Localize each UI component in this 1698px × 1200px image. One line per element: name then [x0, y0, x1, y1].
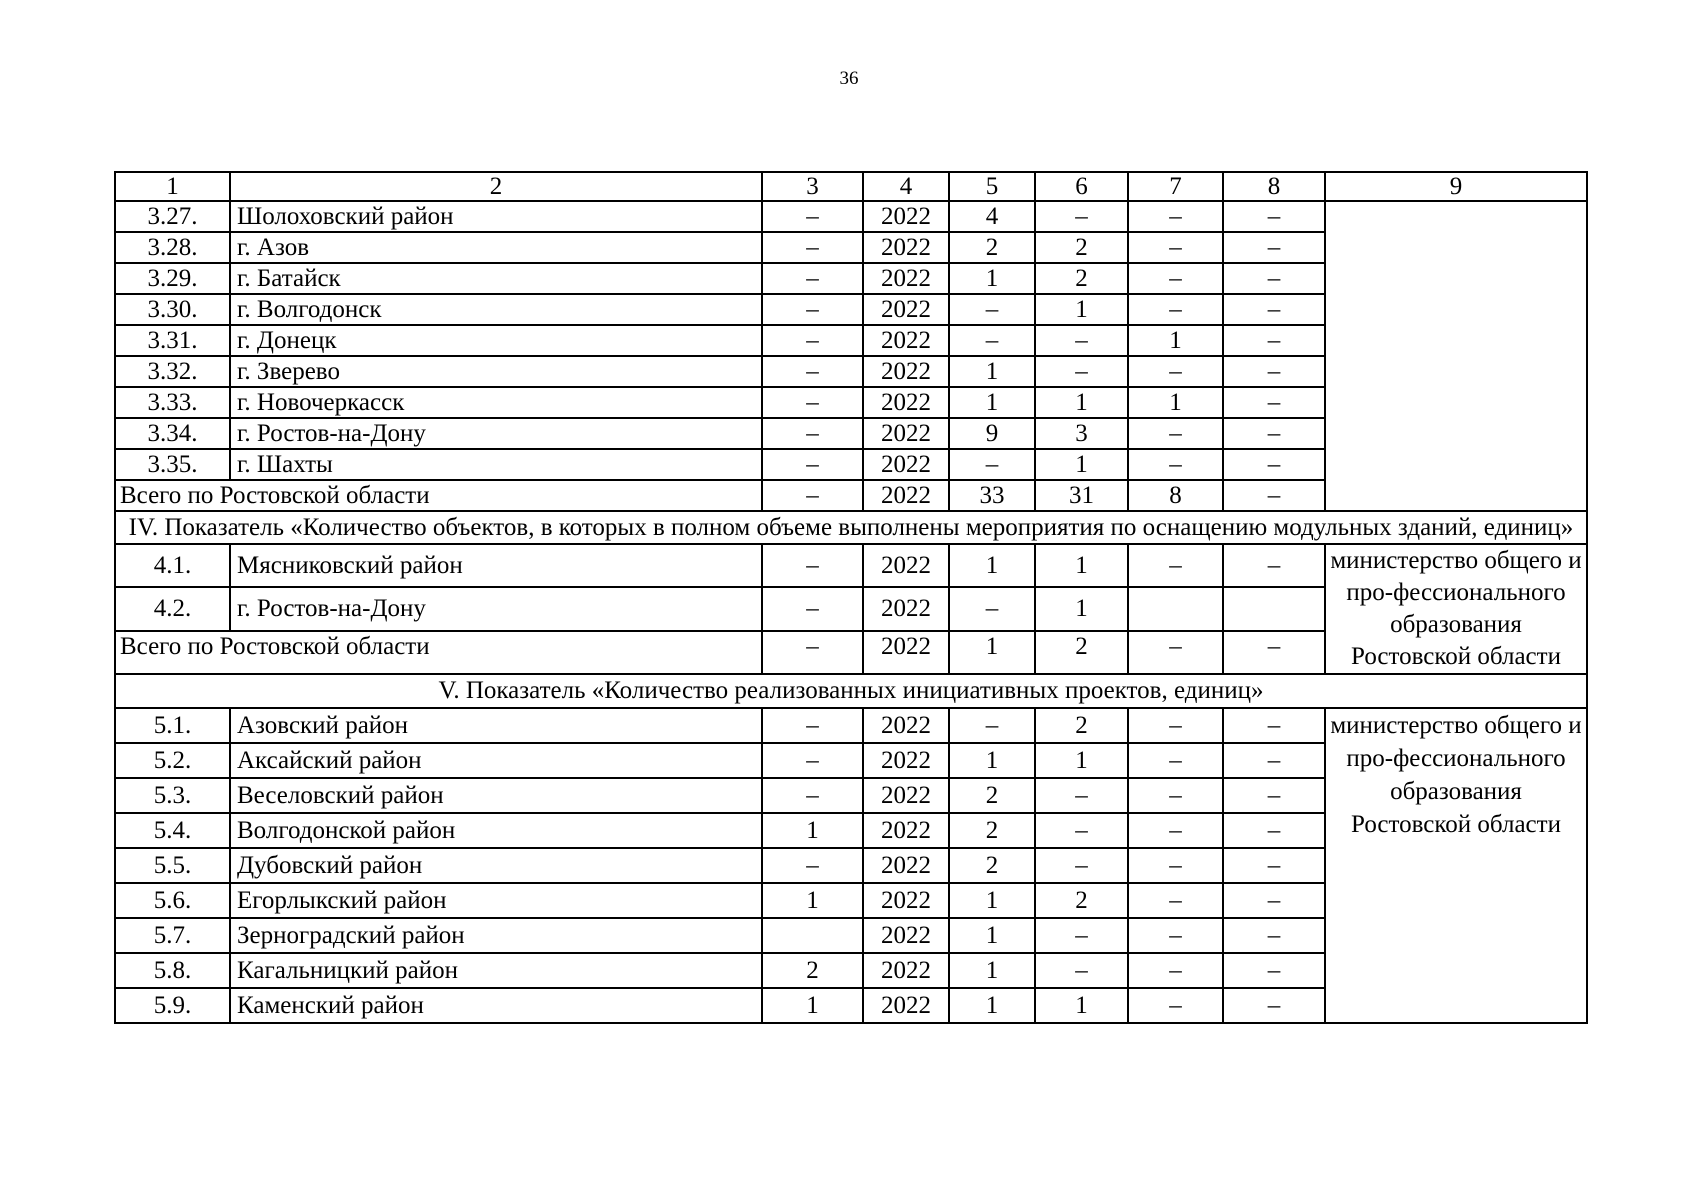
total-value: 8 [1128, 480, 1223, 511]
row-value: – [762, 418, 863, 449]
row-value: – [762, 232, 863, 263]
row-number: 5.7. [115, 918, 230, 953]
row-value: 3 [1035, 418, 1128, 449]
row-value: – [762, 325, 863, 356]
row-number: 4.1. [115, 544, 230, 587]
row-value: – [1223, 387, 1325, 418]
row-value: 2022 [863, 356, 949, 387]
row-value: – [1035, 201, 1128, 232]
row-value: – [762, 201, 863, 232]
row-value: 2022 [863, 294, 949, 325]
row-value: 1 [1035, 743, 1128, 778]
row-value: – [1128, 356, 1223, 387]
row-value: – [1223, 294, 1325, 325]
row-value: 1 [1035, 544, 1128, 587]
row-value: 1 [1035, 387, 1128, 418]
row-value: 1 [1035, 587, 1128, 630]
row-value: 2 [949, 778, 1035, 813]
row-value: – [1128, 778, 1223, 813]
table-row [115, 708, 1587, 743]
row-value: – [1128, 201, 1223, 232]
row-value: 2 [1035, 263, 1128, 294]
row-value: – [1128, 263, 1223, 294]
row-value: 1 [949, 988, 1035, 1023]
row-value: 2022 [863, 988, 949, 1023]
row-value: – [1223, 743, 1325, 778]
row-value: 2022 [863, 325, 949, 356]
row-name: Зерноградский район [230, 918, 762, 953]
total-value: 1 [949, 631, 1035, 674]
responsible-cell [1325, 201, 1587, 511]
row-name: г. Ростов-на-Дону [230, 587, 762, 630]
row-value: 1 [949, 883, 1035, 918]
row-value: 2022 [863, 449, 949, 480]
row-value [1128, 587, 1223, 630]
row-value: – [762, 743, 863, 778]
row-value: – [1223, 201, 1325, 232]
row-value: – [762, 449, 863, 480]
row-number: 5.2. [115, 743, 230, 778]
header-cell: 9 [1325, 172, 1587, 201]
row-value: 2022 [863, 848, 949, 883]
row-value: – [1128, 449, 1223, 480]
row-value: – [762, 848, 863, 883]
row-name: Шолоховский район [230, 201, 762, 232]
header-cell: 2 [230, 172, 762, 201]
row-value: – [949, 325, 1035, 356]
row-value: – [762, 387, 863, 418]
row-number: 5.9. [115, 988, 230, 1023]
row-value [1223, 587, 1325, 630]
row-value: 2022 [863, 418, 949, 449]
row-value: – [1223, 778, 1325, 813]
row-value: – [1223, 449, 1325, 480]
row-number: 5.5. [115, 848, 230, 883]
row-value: – [1223, 918, 1325, 953]
row-number: 3.34. [115, 418, 230, 449]
row-value: 4 [949, 201, 1035, 232]
row-value: 1 [949, 387, 1035, 418]
row-value: 2 [1035, 232, 1128, 263]
row-number: 5.6. [115, 883, 230, 918]
row-value: – [1128, 743, 1223, 778]
row-value: – [1035, 356, 1128, 387]
row-value: – [1128, 232, 1223, 263]
section-title: IV. Показатель «Количество объектов, в которых в полном объеме выполнены мероприятия по оснащению модульных зданий, единиц» [115, 511, 1587, 544]
total-value: – [762, 480, 863, 511]
row-value: 9 [949, 418, 1035, 449]
table-row [115, 544, 1587, 587]
row-number: 3.29. [115, 263, 230, 294]
row-value: – [1223, 883, 1325, 918]
row-name: Егорлыкский район [230, 883, 762, 918]
row-value: 2 [949, 848, 1035, 883]
row-value: – [949, 449, 1035, 480]
row-value: – [762, 263, 863, 294]
row-value: 1 [1035, 449, 1128, 480]
row-value: 1 [949, 263, 1035, 294]
row-value: 2 [949, 813, 1035, 848]
total-value: 31 [1035, 480, 1128, 511]
row-value: – [1223, 848, 1325, 883]
row-name: г. Ростов-на-Дону [230, 418, 762, 449]
row-name: Каменский район [230, 988, 762, 1023]
row-value: – [1223, 544, 1325, 587]
row-name: г. Зверево [230, 356, 762, 387]
row-name: Кагальницкий район [230, 953, 762, 988]
row-value: – [762, 778, 863, 813]
total-value: – [1128, 631, 1223, 674]
row-value: 2022 [863, 708, 949, 743]
row-value: – [949, 294, 1035, 325]
row-number: 3.28. [115, 232, 230, 263]
ministry-cell: министерство общего и про-фессионального образования Ростовской области [1325, 708, 1587, 1023]
row-value: 1 [949, 918, 1035, 953]
row-value: 2022 [863, 387, 949, 418]
row-value: 2022 [863, 201, 949, 232]
total-label: Всего по Ростовской области [115, 631, 762, 674]
row-value: 1 [949, 953, 1035, 988]
row-value: 2022 [863, 263, 949, 294]
row-value: 2022 [863, 743, 949, 778]
row-name: г. Батайск [230, 263, 762, 294]
row-value: 2 [1035, 708, 1128, 743]
row-value: – [1223, 953, 1325, 988]
row-value: – [949, 587, 1035, 630]
total-value: – [762, 631, 863, 674]
row-name: г. Донецк [230, 325, 762, 356]
row-value: 2022 [863, 883, 949, 918]
row-value: – [762, 708, 863, 743]
header-cell: 6 [1035, 172, 1128, 201]
row-value: – [1035, 813, 1128, 848]
row-number: 5.4. [115, 813, 230, 848]
row-value: – [1223, 418, 1325, 449]
row-name: г. Азов [230, 232, 762, 263]
row-number: 5.1. [115, 708, 230, 743]
row-value: 2022 [863, 544, 949, 587]
row-value: – [1223, 232, 1325, 263]
row-value: 2022 [863, 953, 949, 988]
row-number: 3.30. [115, 294, 230, 325]
row-value: 2022 [863, 778, 949, 813]
page-number: 36 [839, 68, 859, 89]
row-name: Дубовский район [230, 848, 762, 883]
row-value: 1 [949, 743, 1035, 778]
total-value: – [1223, 631, 1325, 674]
row-value: 2 [1035, 883, 1128, 918]
row-value: – [762, 587, 863, 630]
header-cell: 4 [863, 172, 949, 201]
row-value: – [1223, 263, 1325, 294]
row-value: – [949, 708, 1035, 743]
row-value: – [1223, 356, 1325, 387]
row-value: – [1128, 883, 1223, 918]
row-name: Веселовский район [230, 778, 762, 813]
header-row [115, 172, 1587, 201]
row-number: 3.35. [115, 449, 230, 480]
row-value: 1 [949, 356, 1035, 387]
row-value: 2022 [863, 587, 949, 630]
row-value: – [1128, 988, 1223, 1023]
row-value: – [1035, 848, 1128, 883]
row-number: 5.3. [115, 778, 230, 813]
row-value: 1 [762, 883, 863, 918]
section-title-row [115, 511, 1587, 544]
total-value: 2 [1035, 631, 1128, 674]
row-name: Аксайский район [230, 743, 762, 778]
row-value: – [1128, 848, 1223, 883]
row-value: 2022 [863, 918, 949, 953]
total-label: Всего по Ростовской области [115, 480, 762, 511]
row-value: 1 [762, 988, 863, 1023]
header-cell: 5 [949, 172, 1035, 201]
row-value: 1 [762, 813, 863, 848]
row-value: – [1128, 418, 1223, 449]
row-number: 3.27. [115, 201, 230, 232]
header-cell: 8 [1223, 172, 1325, 201]
row-value: 2022 [863, 232, 949, 263]
total-value: 2022 [863, 631, 949, 674]
row-value [762, 918, 863, 953]
row-value: – [762, 356, 863, 387]
row-value: 1 [1128, 325, 1223, 356]
row-value: – [1035, 778, 1128, 813]
section-title: V. Показатель «Количество реализованных инициативных проектов, единиц» [115, 674, 1587, 708]
data-table [114, 171, 1588, 1024]
row-number: 4.2. [115, 587, 230, 630]
row-value: 2 [762, 953, 863, 988]
row-value: – [1035, 325, 1128, 356]
header-cell: 3 [762, 172, 863, 201]
row-value: – [1035, 918, 1128, 953]
row-value: – [1223, 325, 1325, 356]
row-value: – [1128, 813, 1223, 848]
row-number: 3.32. [115, 356, 230, 387]
row-number: 3.33. [115, 387, 230, 418]
row-value: – [1035, 953, 1128, 988]
total-value: 2022 [863, 480, 949, 511]
table-row [115, 201, 1587, 232]
row-value: – [762, 544, 863, 587]
row-value: 1 [949, 544, 1035, 587]
row-number: 5.8. [115, 953, 230, 988]
row-value: 2022 [863, 813, 949, 848]
row-value: – [762, 294, 863, 325]
row-value: – [1128, 544, 1223, 587]
row-name: Азовский район [230, 708, 762, 743]
header-cell: 1 [115, 172, 230, 201]
row-value: – [1128, 708, 1223, 743]
section-title-row [115, 674, 1587, 708]
row-value: – [1223, 988, 1325, 1023]
row-value: 1 [1128, 387, 1223, 418]
row-value: – [1128, 918, 1223, 953]
header-cell: 7 [1128, 172, 1223, 201]
row-value: – [1128, 953, 1223, 988]
row-name: Волгодонской район [230, 813, 762, 848]
row-value: 1 [1035, 988, 1128, 1023]
row-name: г. Волгодонск [230, 294, 762, 325]
row-number: 3.31. [115, 325, 230, 356]
row-value: – [1223, 813, 1325, 848]
row-value: – [1223, 708, 1325, 743]
row-value: – [1128, 294, 1223, 325]
row-name: Мясниковский район [230, 544, 762, 587]
total-value: – [1223, 480, 1325, 511]
ministry-cell: министерство общего и про-фессионального образования Ростовской области [1325, 544, 1587, 674]
total-value: 33 [949, 480, 1035, 511]
row-value: 2 [949, 232, 1035, 263]
row-value: 1 [1035, 294, 1128, 325]
row-name: г. Новочеркасск [230, 387, 762, 418]
row-name: г. Шахты [230, 449, 762, 480]
